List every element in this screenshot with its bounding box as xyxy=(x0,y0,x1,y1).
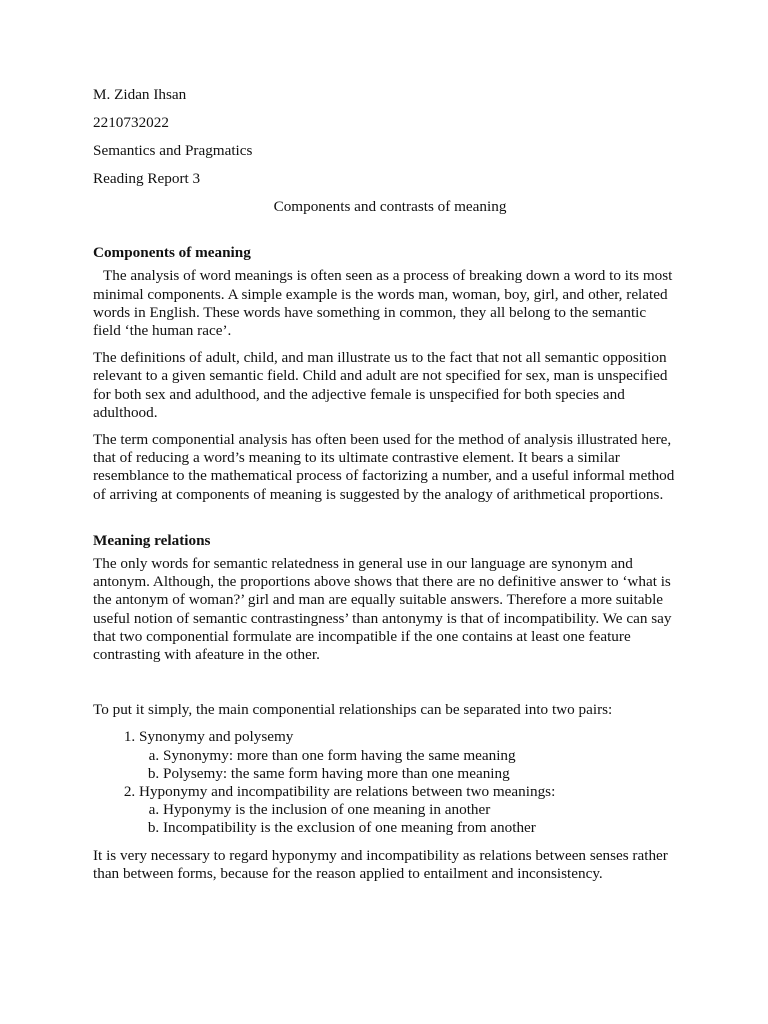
list-item-label: Synonymy and polysemy xyxy=(139,728,294,746)
author-name: M. Zidan Ihsan xyxy=(93,86,187,103)
paragraph: The analysis of word meanings is often seen as a process of breaking down a word to its most minimal components. A simple example is the words man, woman, boy, girl, and other, related words in English. These words have something in common, they all belong to the semantic field ‘the human race’. xyxy=(93,267,673,340)
paragraph: The term componential analysis has often been used for the method of analysis illustrated here, that of reducing a word’s meaning to its ultimate contrastive element. It bears a similar resemblance to the mathematical process of factorizing a number, and a useful informal method of arriving at components of meaning is suggested by the analogy of arithmetical proportions. xyxy=(93,431,675,503)
sub-list xyxy=(139,801,675,837)
sub-list-item: a. Synonymy: more than one form having the same meaning xyxy=(163,747,675,765)
sub-list-item: b. Polysemy: the same form having more than one meaning xyxy=(163,765,675,783)
student-id: 2210732022 xyxy=(93,114,169,131)
list-item xyxy=(139,783,675,838)
paragraph: The only words for semantic relatedness in general use in our language are synonym and antonym. Although, the proportions above shows that there are no definitive answer to ‘what is the antonym of woman?’ girl and man are equally suitable answers. Therefore a more suitable useful notion of semantic contrastingness’ than antonymy is that of incompatibility. We can say that two componential formulate are incompatible if the one contains at least one feature contrasting with afeature in the other. xyxy=(93,555,672,664)
paragraph: To put it simply, the main componential relationships can be separated into two pairs: xyxy=(93,701,613,719)
document-title: Components and contrasts of meaning xyxy=(273,198,507,215)
list-item xyxy=(139,728,675,783)
report-label: Reading Report 3 xyxy=(93,170,201,187)
list-item-label: Hyponymy and incompatibility are relations between two meanings: xyxy=(139,783,556,801)
sub-list-item: a. Hyponymy is the inclusion of one meaning in another xyxy=(163,801,675,819)
relationship-list xyxy=(93,728,675,837)
sub-list xyxy=(139,747,675,783)
course-name: Semantics and Pragmatics xyxy=(93,142,253,159)
paragraph: The definitions of adult, child, and man illustrate us to the fact that not all semantic opposition relevant to a given semantic field. Child and adult are not specified for sex, man is unspecified for both sex and adulthood, and the adjective female is unspecified for both species and adulthood. xyxy=(93,349,668,421)
section-heading-meaning-relations: Meaning relations xyxy=(93,531,211,549)
document-page xyxy=(93,86,675,892)
closing-paragraph: It is very necessary to regard hyponymy and incompatibility as relations between senses rather than between forms, because for the reason applied to entailment and inconsistency. xyxy=(93,846,668,882)
sub-list-item: b. Incompatibility is the exclusion of one meaning from another xyxy=(163,819,675,837)
section-heading-components: Components of meaning xyxy=(93,244,251,262)
